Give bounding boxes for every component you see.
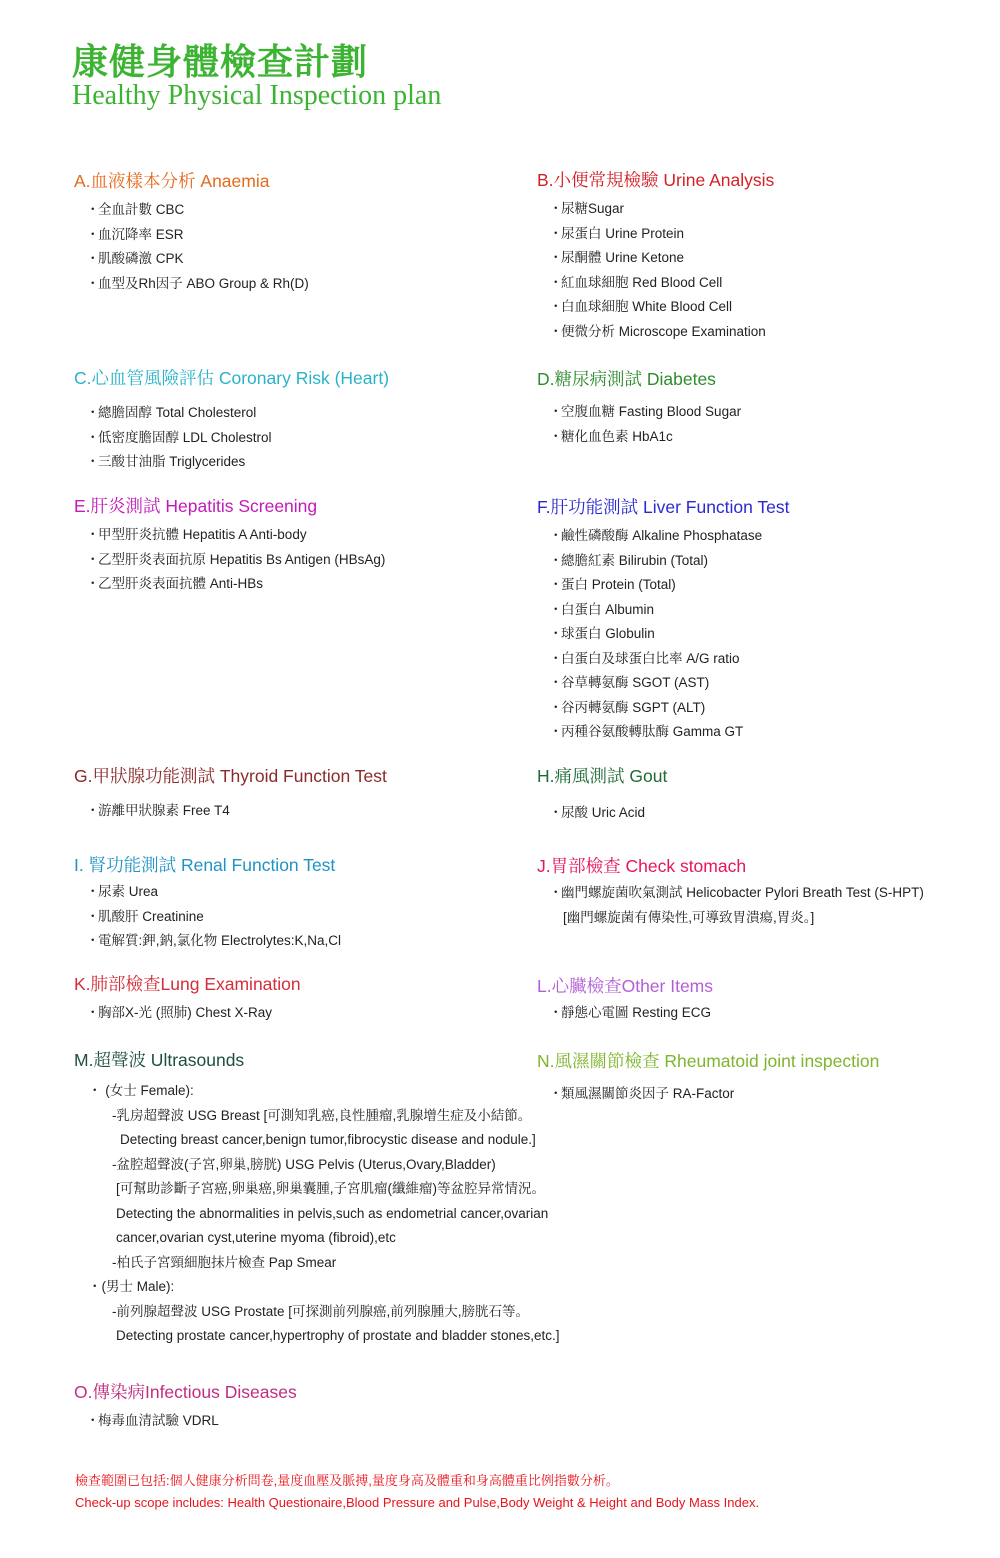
list-item (74, 929, 341, 954)
bullet-icon: ・ (549, 201, 563, 216)
section-heading: I. 腎功能測試 Renal Function Test (74, 855, 336, 875)
list-item (74, 799, 387, 824)
section-heading: D.糖尿病測試 Diabetes (537, 369, 716, 389)
section-heading: O.傳染病Infectious Diseases (74, 1382, 297, 1402)
list-item (537, 573, 790, 598)
list-item (537, 524, 790, 549)
bullet-icon: ・ (86, 551, 100, 567)
bullet-icon: ・ (549, 225, 563, 241)
item-list (537, 400, 741, 449)
bullet-icon: ・ (549, 274, 563, 290)
list-item (537, 1082, 879, 1107)
ultrasound-line: Detecting breast cancer,benign tumor,fibrocystic disease and nodule.] (120, 1132, 536, 1147)
section-e (74, 493, 385, 597)
item-text: 尿素 Urea (98, 884, 159, 899)
list-item (537, 1001, 713, 1026)
item-list (74, 401, 389, 475)
bullet-icon: ・ (549, 428, 563, 444)
item-note: [幽門螺旋菌有傳染性,可導致胃潰瘍,胃炎。] (563, 909, 815, 925)
section-d (537, 366, 741, 449)
bullet-icon: ・ (549, 1005, 563, 1020)
item-list (74, 198, 309, 296)
section-heading: A.血液樣本分析 Anaemia (74, 171, 270, 191)
section-heading: K.肺部檢查Lung Examination (74, 974, 301, 994)
list-item (74, 523, 385, 548)
list-item (74, 272, 309, 297)
item-text: 丙種谷氨酸轉肽酶 Gamma GT (561, 724, 744, 739)
list-item (537, 197, 774, 222)
item-list (537, 881, 924, 906)
item-text: 幽門螺旋菌吹氣測試 Helicobacter Pylori Breath Test (S-HPT) (561, 885, 924, 900)
item-list (537, 801, 667, 826)
bullet-icon: ・ (549, 805, 563, 820)
list-item (74, 905, 341, 930)
item-list (74, 799, 387, 824)
bullet-icon: ・ (86, 803, 100, 818)
footer-note-zh: 檢查範圍已包括:個人健康分析問卷,量度血壓及脈搏,量度身高及體重和身高體重比例指數分析。 (75, 1473, 619, 1488)
section-g (74, 763, 387, 824)
item-text: 便微分析 Microscope Examination (561, 323, 766, 339)
list-item (537, 400, 741, 425)
bullet-icon: ・ (549, 626, 563, 641)
ultrasound-line: Detecting the abnormalities in pelvis,such as endometrial cancer,ovarian (116, 1205, 549, 1221)
list-item (537, 246, 774, 271)
item-text: 血沉降率 ESR (98, 226, 184, 242)
section-c (74, 365, 389, 475)
item-list (537, 1001, 713, 1026)
item-text: 胸部X-光 (照肺) Chest X-Ray (98, 1005, 273, 1020)
bullet-icon: ・ (86, 454, 100, 469)
section-l (537, 973, 713, 1026)
item-text: 肌酸肝 Creatinine (98, 908, 204, 924)
item-text: 三酸甘油脂 Triglycerides (98, 454, 246, 469)
section-j (537, 853, 924, 930)
list-item (74, 198, 309, 223)
section-heading: C.心血管風險評估 Coronary Risk (Heart) (74, 368, 390, 388)
item-text: 總膽固醇 Total Cholesterol (98, 405, 257, 420)
item-text: 乙型肝炎表面抗原 Hepatitis Bs Antigen (HBsAg) (98, 551, 386, 567)
bullet-icon: ・ (86, 251, 100, 266)
item-list (537, 197, 774, 344)
page-subtitle: Healthy Physical Inspection plan (72, 80, 442, 111)
section-heading: E.肝炎測試 Hepatitis Screening (74, 496, 318, 516)
bullet-icon: ・ (86, 884, 100, 899)
list-item (537, 320, 774, 345)
bullet-icon: ・ (549, 1086, 563, 1101)
item-text: 肌酸磷激 CPK (98, 251, 184, 266)
section-heading: M.超聲波 Ultrasounds (74, 1050, 245, 1070)
section-a (74, 168, 309, 296)
list-item (74, 548, 385, 573)
ultrasound-line: -柏氏子宮頸細胞抹片檢查 Pap Smear (112, 1254, 337, 1270)
item-text: 梅毒血清試驗 VDRL (98, 1413, 219, 1428)
item-text: 靜態心電圖 Resting ECG (561, 1005, 712, 1020)
item-text: 白蛋白及球蛋白比率 A/G ratio (561, 650, 740, 666)
section-heading: L.心臟檢查Other Items (537, 976, 714, 996)
page-title: 康健身體檢查計劃 (72, 42, 369, 83)
ultrasound-line: ・ (女士 Female): (88, 1083, 194, 1098)
ultrasound-line: ・(男士 Male): (88, 1279, 175, 1294)
bullet-icon: ・ (549, 250, 563, 265)
item-text: 蛋白 Protein (Total) (561, 577, 676, 592)
item-text: 游離甲狀腺素 Free T4 (98, 803, 230, 818)
ultrasound-line: cancer,ovarian cyst,uterine myoma (fibroid),etc (116, 1230, 396, 1245)
list-item (74, 426, 389, 451)
section-o (74, 1379, 297, 1434)
bullet-icon: ・ (86, 576, 100, 591)
item-text: 紅血球細胞 Red Blood Cell (561, 274, 723, 290)
bullet-icon: ・ (549, 699, 563, 715)
list-item (74, 880, 341, 905)
section-heading: N.風濕關節檢查 Rheumatoid joint inspection (537, 1051, 880, 1071)
list-item (537, 671, 790, 696)
section-b (537, 167, 774, 344)
list-item (537, 647, 790, 672)
item-text: 谷丙轉氨酶 SGPT (ALT) (561, 699, 706, 715)
list-item (537, 425, 741, 450)
list-item (537, 622, 790, 647)
list-item (537, 881, 924, 906)
bullet-icon: ・ (86, 275, 100, 291)
bullet-icon: ・ (549, 650, 563, 666)
item-text: 白血球細胞 White Blood Cell (561, 299, 733, 314)
item-list (74, 523, 385, 597)
section-h (537, 763, 667, 826)
item-list (74, 1001, 301, 1026)
bullet-icon: ・ (86, 1005, 100, 1020)
item-text: 糖化血色素 HbA1c (561, 428, 673, 444)
bullet-icon: ・ (549, 528, 563, 543)
section-m (74, 1047, 563, 1349)
ultrasound-line: [可幫助診斷子宮癌,卵巢癌,卵巢囊腫,子宮肌瘤(纖維瘤)等盆腔异常情況。 (116, 1181, 545, 1196)
list-item (537, 295, 774, 320)
bullet-icon: ・ (549, 552, 563, 568)
bullet-icon: ・ (86, 405, 100, 420)
item-text: 尿酮體 Urine Ketone (561, 250, 685, 265)
item-list (537, 524, 790, 745)
bullet-icon: ・ (86, 226, 100, 242)
ultrasound-line: -乳房超聲波 USG Breast [可測知乳癌,良性腫瘤,乳腺增生症及小結節。 (112, 1107, 532, 1123)
section-n (537, 1048, 879, 1107)
item-text: 乙型肝炎表面抗體 Anti-HBs (98, 576, 264, 591)
bullet-icon: ・ (86, 429, 100, 445)
bullet-icon: ・ (86, 202, 100, 217)
item-text: 白蛋白 Albumin (561, 601, 655, 617)
item-list (74, 1409, 297, 1434)
section-heading: J.胃部檢查 Check stomach (537, 856, 747, 876)
item-text: 尿蛋白 Urine Protein (561, 225, 685, 241)
item-text: 血型及Rh因子 ABO Group & Rh(D) (98, 275, 309, 291)
section-heading: B.小便常規檢驗 Urine Analysis (537, 170, 775, 190)
item-text: 球蛋白 Globulin (561, 626, 655, 641)
bullet-icon: ・ (549, 885, 563, 900)
item-text: 尿糖Sugar (561, 201, 625, 216)
bullet-icon: ・ (549, 323, 563, 339)
list-item (74, 572, 385, 597)
section-heading: G.甲狀腺功能測試 Thyroid Function Test (74, 766, 387, 786)
list-item (537, 271, 774, 296)
section-heading: F.肝功能測試 Liver Function Test (537, 497, 790, 517)
bullet-icon: ・ (86, 1413, 100, 1428)
item-text: 谷草轉氨酶 SGOT (AST) (561, 675, 710, 690)
bullet-icon: ・ (86, 933, 100, 948)
section-i (74, 852, 341, 954)
item-list (74, 880, 341, 954)
bullet-icon: ・ (549, 299, 563, 314)
section-k (74, 971, 301, 1026)
item-list (537, 1082, 879, 1107)
bullet-icon: ・ (549, 601, 563, 617)
ultrasound-line: -盆腔超聲波(子宮,卵巢,膀胱) USG Pelvis (Uterus,Ovary,Bladder) (112, 1156, 496, 1172)
bullet-icon: ・ (86, 908, 100, 924)
list-item (74, 450, 389, 475)
list-item (537, 696, 790, 721)
list-item (74, 1409, 297, 1434)
bullet-icon: ・ (549, 404, 563, 419)
bullet-icon: ・ (549, 724, 563, 739)
section-heading: H.痛風測試 Gout (537, 766, 668, 786)
bullet-icon: ・ (549, 675, 563, 690)
list-item (537, 720, 790, 745)
list-item (537, 222, 774, 247)
section-f (537, 494, 790, 745)
item-text: 尿酸 Uric Acid (561, 805, 646, 820)
footer-note-en: Check-up scope includes: Health Questionaire,Blood Pressure and Pulse,Body Weight & Height and Body Mass Index. (75, 1495, 760, 1510)
item-text: 電解質:鉀,鈉,氯化物 Electrolytes:K,Na,Cl (98, 933, 342, 948)
item-text: 空腹血糖 Fasting Blood Sugar (561, 404, 742, 419)
item-text: 鹼性磷酸酶 Alkaline Phosphatase (561, 528, 763, 543)
list-item (74, 401, 389, 426)
list-item (537, 549, 790, 574)
item-text: 低密度膽固醇 LDL Cholestrol (98, 429, 272, 445)
item-text: 總膽紅素 Bilirubin (Total) (561, 552, 709, 568)
item-text: 類風濕關節炎因子 RA-Factor (561, 1086, 735, 1101)
bullet-icon: ・ (86, 527, 100, 542)
list-item (537, 801, 667, 826)
ultrasound-line: -前列腺超聲波 USG Prostate [可探測前列腺癌,前列腺腫大,膀胱石等。 (112, 1303, 530, 1319)
item-text: 甲型肝炎抗體 Hepatitis A Anti-body (98, 527, 307, 542)
item-text: 全血計數 CBC (98, 202, 185, 217)
list-item (74, 247, 309, 272)
list-item (74, 1001, 301, 1026)
list-item (74, 223, 309, 248)
ultrasound-line: Detecting prostate cancer,hypertrophy of prostate and bladder stones,etc.] (116, 1328, 560, 1343)
bullet-icon: ・ (549, 577, 563, 592)
list-item (537, 598, 790, 623)
